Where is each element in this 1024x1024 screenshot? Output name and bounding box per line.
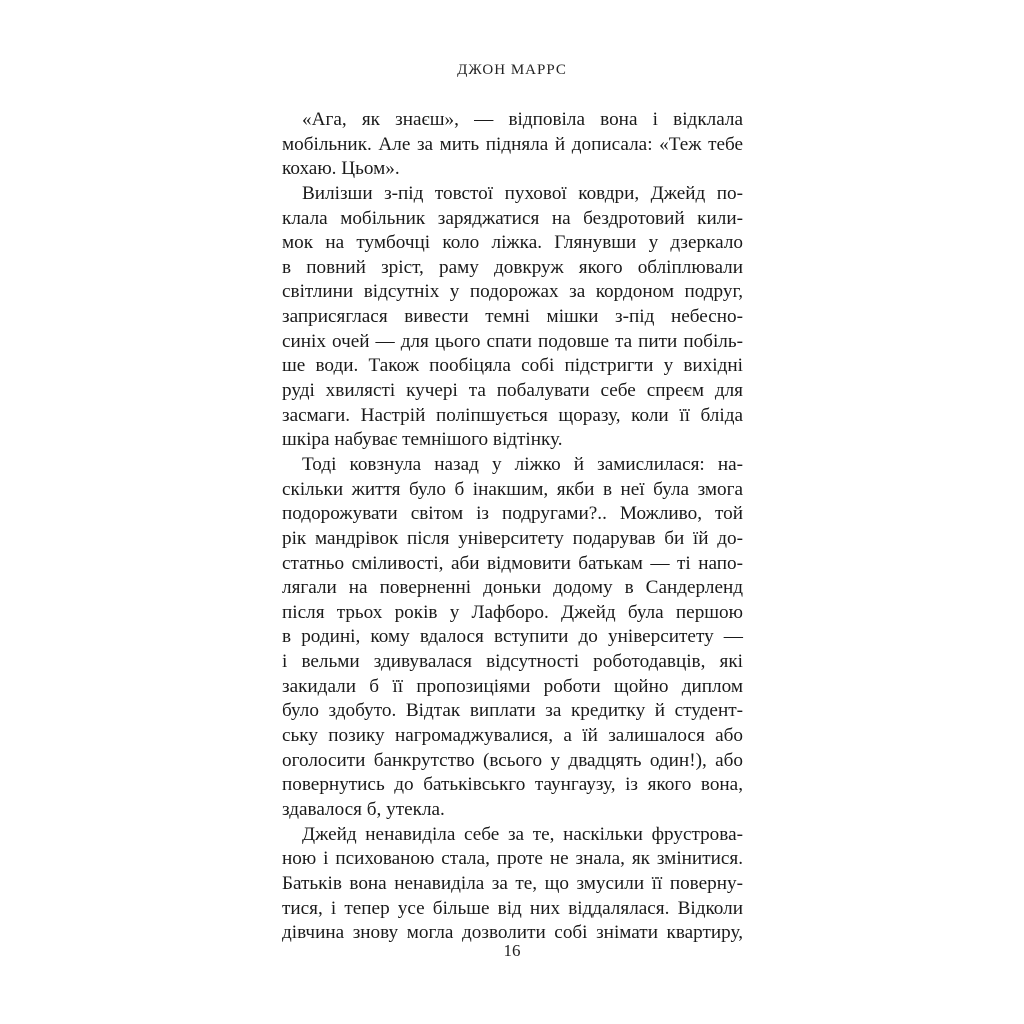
- text-line: подорожувати світом із подругами?.. Можливо, той: [282, 503, 743, 525]
- text-line: здавалося б, утекла.: [282, 798, 445, 820]
- page-number: 16: [503, 941, 521, 960]
- text-line: шкіра набуває темнішого відтінку.: [282, 429, 563, 451]
- paragraph: [282, 182, 743, 453]
- body-text: [282, 108, 743, 946]
- text-line: Вилізши з-під товстої пухової ковдри, Джейд по-: [302, 182, 743, 204]
- text-line: після трьох років у Лафборо. Джейд була першою: [282, 601, 743, 623]
- running-head: ДЖОН МАРРС: [457, 62, 567, 78]
- text-line: ську позику нагромаджувалися, а їй залишалося або: [282, 725, 743, 747]
- text-line: мок на тумбочці коло ліжка. Глянувши у дзеркало: [282, 232, 743, 254]
- text-line: Тоді ковзнула назад у ліжко й замислилася: на-: [302, 453, 743, 475]
- text-line: повернутись до батьківськго таунгаузу, із якого вона,: [282, 774, 743, 796]
- text-line: тися, і тепер усе більше від них віддалялася. Відколи: [282, 897, 743, 919]
- text-line: Джейд ненавиділа себе за те, наскільки фрустрова-: [302, 823, 743, 845]
- text-line: дівчина знову могла дозволити собі знімати квартиру,: [282, 922, 743, 944]
- text-line: світлини відсутніх у подорожах за кордоном подруг,: [282, 281, 743, 303]
- text-line: кохаю. Цьом».: [282, 158, 400, 180]
- text-line: синіх очей — для цього спати подовше та пити побіль-: [282, 330, 743, 352]
- text-line: в повний зріст, раму довкруж якого обліплювали: [282, 256, 743, 278]
- text-line: ше води. Також пообіцяла собі підстригти у вихідні: [282, 355, 743, 377]
- text-line: статньо сміливості, аби відмовити батькам — ті напо-: [282, 552, 743, 574]
- text-line: мобільник. Але за мить підняла й дописала: «Теж тебе: [282, 133, 743, 155]
- text-line: і вельми здивувалася відсутності роботодавців, які: [282, 651, 743, 673]
- text-line: засмаги. Настрій поліпшується щоразу, коли її бліда: [282, 404, 743, 426]
- text-line: руді хвилясті кучері та побалувати себе спреєм для: [282, 380, 743, 402]
- text-line: рік мандрівок після університету подарував би їй до-: [282, 527, 743, 549]
- paragraph: [282, 823, 743, 946]
- text-line: Батьків вона ненавиділа за те, що змусили її поверну-: [282, 872, 743, 894]
- text-line: оголосити банкрутство (всього у двадцять один!), або: [282, 749, 743, 771]
- text-line: ною і психованою стала, проте не знала, як змінитися.: [282, 848, 743, 870]
- text-line: лягали на поверненні доньки додому в Сандерленд: [282, 577, 743, 599]
- text-line: заприсяглася вивести темні мішки з-під небесно-: [282, 306, 743, 328]
- text-line: закидали б її пропозиціями роботи щойно диплом: [282, 675, 743, 697]
- text-line: скільки життя було б інакшим, якби в неї була змога: [282, 478, 743, 500]
- text-line: клала мобільник заряджатися на бездротовий кили-: [282, 207, 743, 229]
- text-line: в родині, кому вдалося вступити до університету —: [282, 626, 743, 648]
- paragraph: [282, 108, 743, 182]
- paragraph: [282, 453, 743, 823]
- text-line: було здобуто. Відтак виплати за кредитку й студент-: [282, 700, 743, 722]
- text-line: «Ага, як знаєш», — відповіла вона і відклала: [302, 109, 743, 130]
